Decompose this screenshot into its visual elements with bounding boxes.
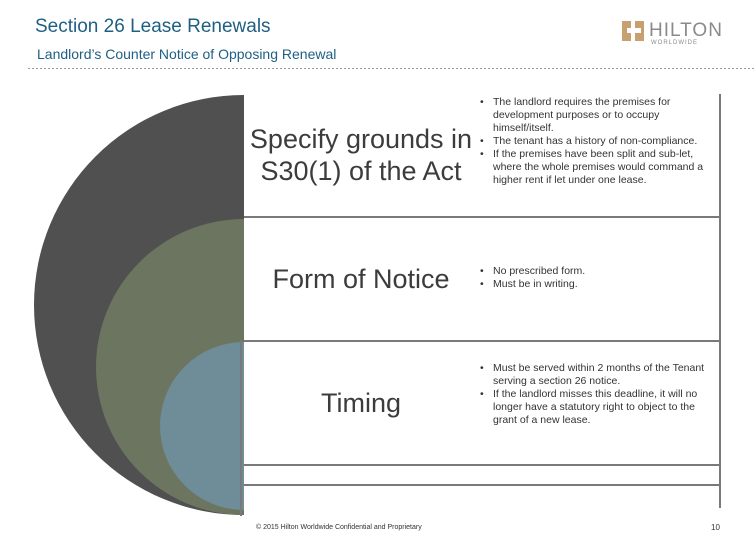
logo-wordmark: HILTON [649,20,723,41]
list-item: • Must be served within 2 months of the Tenant serving a section 26 notice. [480,362,705,388]
row-label-timing: Timing [320,388,401,418]
slide-title: Section 26 Lease Renewals [35,16,271,37]
list-item: • Must be in writing. [480,278,705,291]
row-grounds [244,94,721,218]
list-item: • No prescribed form. [480,265,705,278]
page-number: 10 [711,523,720,532]
list-item: • The landlord requires the premises for development purposes or to occupy himself/itself. [480,96,705,135]
list-item: • The tenant has a history of non-compliance. [480,135,705,148]
panel-right-border [719,94,721,508]
bullet-list-form-of-notice [480,265,705,291]
row-label-grounds: Specify grounds in S30(1) of the Act [249,124,473,186]
list-item: • If the premises have been split and sub-let, where the whole premises would command a higher rent if let under one lease. [480,148,705,187]
logo-tagline: WORLDWIDE [651,40,698,46]
bullet-list-grounds [480,96,705,187]
row-empty [244,466,721,486]
bullet-list-timing [480,362,705,427]
panel-left-border [240,340,242,516]
content-panel [244,94,721,486]
list-item: • If the landlord misses this deadline, it will no longer have a statutory right to object to the grant of a new lease. [480,388,705,427]
row-label-form-of-notice: Form of Notice [272,264,450,294]
footer-text: © 2015 Hilton Worldwide Confidential and Proprietary [256,524,422,531]
slide-subtitle: Landlord’s Counter Notice of Opposing Renewal [37,46,337,62]
